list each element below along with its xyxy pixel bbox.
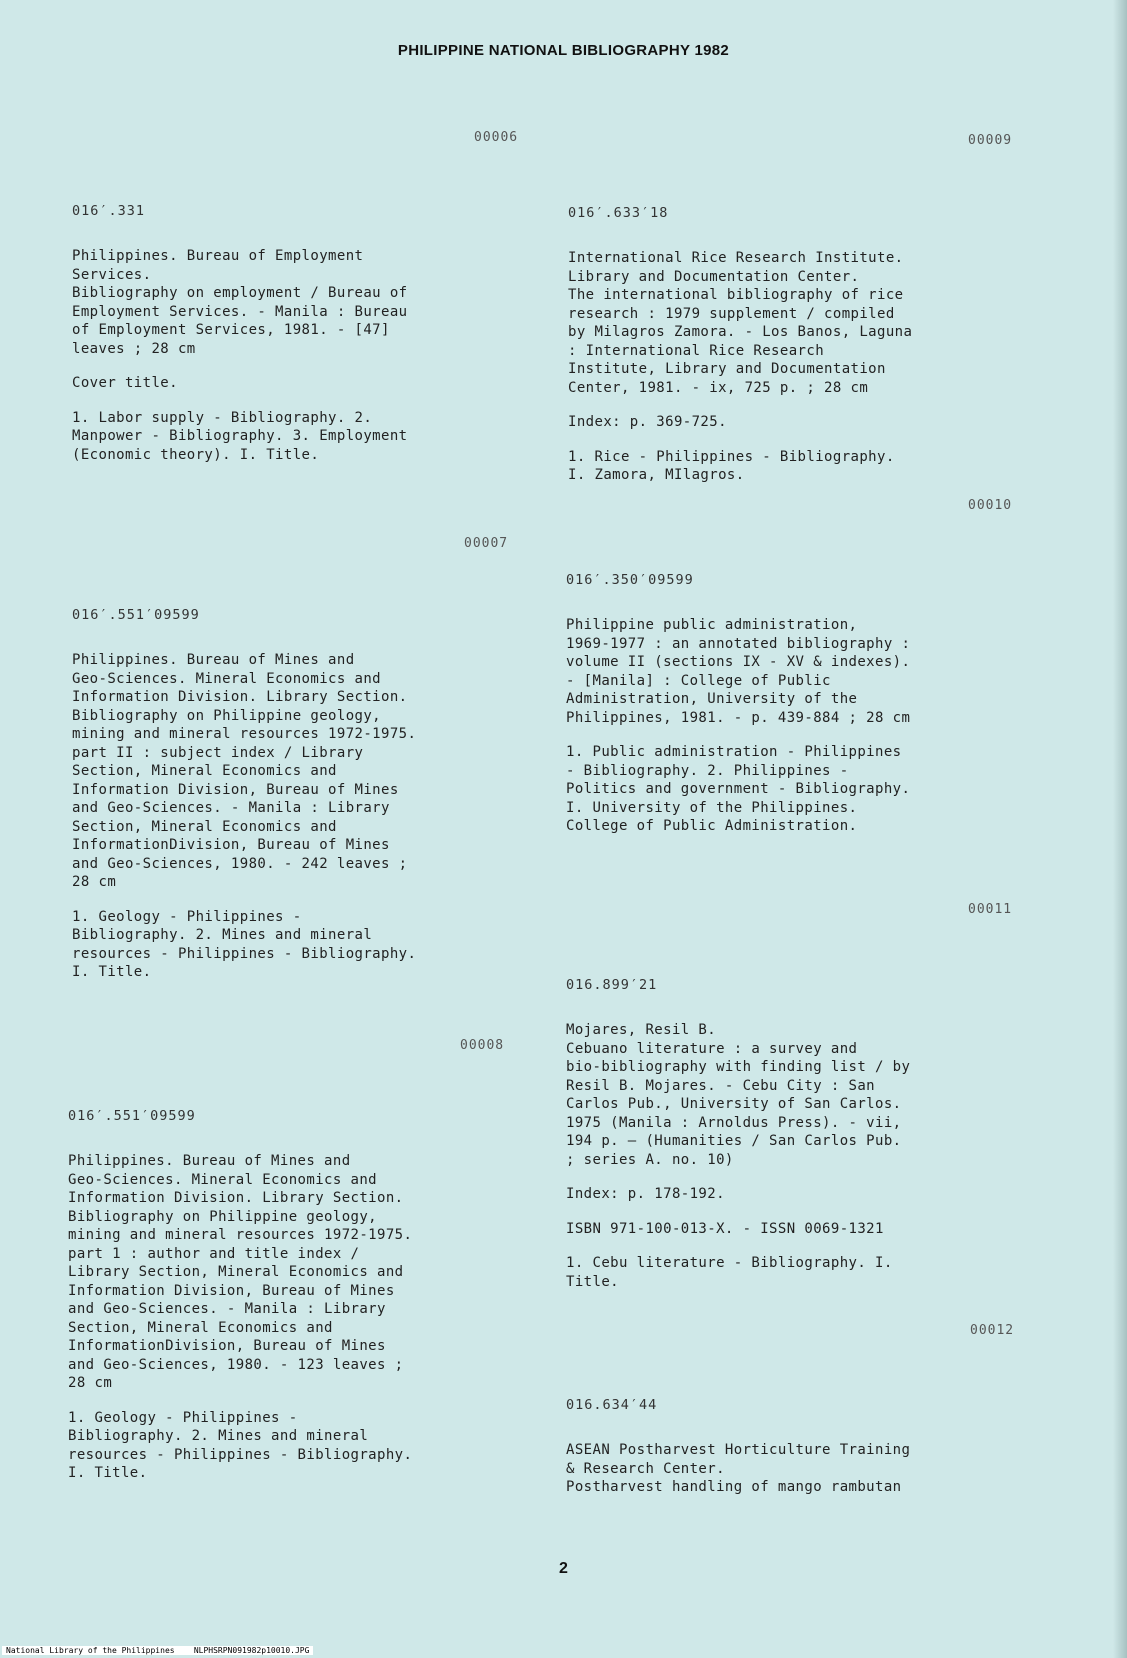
text-line: - [Manila] : College of Public	[566, 672, 831, 689]
text-line: Philippines, 1981. - p. 439-884 ; 28 cm	[566, 709, 911, 726]
text-line: Library Section, Mineral Economics and	[68, 1264, 404, 1280]
text-line: 1. Labor supply - Bibliography. 2.	[72, 409, 373, 426]
text-line: Information Division. Library Section.	[68, 1190, 404, 1206]
text-line: Cover title.	[72, 375, 178, 391]
entry-number: 00012	[970, 1323, 1015, 1338]
text-line: part II : subject index / Library	[72, 744, 364, 761]
entry-paragraph	[68, 1409, 523, 1483]
text-line: International Rice Research Institute.	[568, 250, 904, 266]
entry-number: 00007	[464, 536, 509, 551]
text-line: Library and Documentation Center.	[568, 268, 860, 285]
text-line: I. Title.	[72, 964, 152, 980]
text-line: Bibliography on Philippine geology,	[68, 1208, 378, 1225]
text-line: 28 cm	[72, 874, 117, 890]
text-line: resources - Philippines - Bibliography.	[68, 1446, 413, 1463]
text-line: Manpower - Bibliography. 3. Employment	[72, 428, 408, 444]
text-line: volume II (sections IX - XV & indexes).	[566, 654, 911, 670]
text-line: Geo-Sciences. Mineral Economics and	[72, 670, 382, 687]
text-line: ; series A. no. 10)	[566, 1151, 734, 1168]
page-edge-shadow	[1113, 0, 1127, 1658]
entry-paragraph	[566, 1220, 1021, 1239]
text-line: 1. Public administration - Philippines	[566, 744, 902, 760]
text-line: ISBN 971-100-013-X. - ISSN 0069-1321	[566, 1220, 884, 1237]
entry-paragraph	[566, 1254, 1021, 1291]
text-line: Section, Mineral Economics and	[72, 818, 337, 835]
text-line: Bibliography on Philippine geology,	[72, 707, 382, 724]
entry-paragraph	[568, 249, 1023, 397]
text-line: Employment Services. - Manila : Bureau	[72, 303, 408, 320]
text-line: Section, Mineral Economics and	[72, 763, 337, 779]
entry-paragraph	[72, 651, 527, 892]
text-line: Politics and government - Bibliography.	[566, 781, 911, 797]
text-line: The international bibliography of rice	[568, 287, 904, 303]
page-header: PHILIPPINE NATIONAL BIBLIOGRAPHY 1982	[397, 42, 730, 59]
text-line: bio-bibliography with finding list / by	[566, 1059, 911, 1075]
text-line: research : 1979 supplement / compiled	[568, 305, 895, 322]
text-line: InformationDivision, Bureau of Mines	[72, 837, 390, 853]
class-number: 016′.350′09599	[566, 572, 694, 588]
entry-00007	[72, 607, 527, 998]
text-line: Carlos Pub., University of San Carlos.	[566, 1096, 902, 1112]
entry-paragraph	[566, 1021, 1021, 1169]
footer-filename: NLPHSRPN091982p10010.JPG	[193, 1646, 310, 1655]
entry-paragraph	[566, 743, 1021, 836]
text-line: Philippines. Bureau of Mines and	[72, 652, 355, 668]
entry-paragraph	[566, 616, 1021, 727]
entry-number: 00008	[460, 1038, 505, 1053]
text-line: Philippines. Bureau of Mines and	[68, 1153, 351, 1169]
entry-00011	[566, 977, 1021, 1307]
entry-number: 00009	[968, 133, 1013, 148]
text-line: mining and mineral resources 1972-1975.	[68, 1227, 413, 1243]
entry-00006	[72, 203, 527, 480]
text-line: part 1 : author and title index /	[68, 1245, 360, 1262]
text-line: Index: p. 178-192.	[566, 1186, 725, 1202]
text-line: Section, Mineral Economics and	[68, 1319, 333, 1336]
text-line: 194 p. — (Humanities / San Carlos Pub.	[566, 1133, 902, 1149]
text-line: & Research Center.	[566, 1460, 725, 1477]
text-line: Title.	[566, 1273, 619, 1290]
entry-00010	[566, 572, 1021, 852]
text-line: Postharvest handling of mango rambutan	[566, 1479, 902, 1495]
page-number: 2	[559, 1560, 568, 1577]
text-line: (Economic theory). I. Title.	[72, 446, 320, 463]
text-line: I. Zamora, MIlagros.	[568, 467, 745, 483]
text-line: 1. Rice - Philippines - Bibliography.	[568, 448, 895, 465]
text-line: Resil B. Mojares. - Cebu City : San	[566, 1077, 876, 1094]
text-line: InformationDivision, Bureau of Mines	[68, 1338, 386, 1354]
text-line: Information Division, Bureau of Mines	[68, 1282, 395, 1299]
text-line: I. University of the Philippines.	[566, 799, 858, 816]
entry-paragraph	[566, 1185, 1021, 1204]
text-line: Bibliography. 2. Mines and mineral	[72, 927, 373, 943]
text-line: Philippine public administration,	[566, 617, 858, 633]
text-line: 1. Geology - Philippines -	[72, 908, 302, 925]
class-number: 016.899′21	[566, 977, 658, 993]
text-line: and Geo-Sciences. - Manila : Library	[68, 1301, 386, 1317]
text-line: mining and mineral resources 1972-1975.	[72, 726, 417, 742]
text-line: 1969-1977 : an annotated bibliography :	[566, 635, 911, 652]
entry-number: 00011	[968, 902, 1013, 917]
entry-paragraph	[568, 448, 1023, 485]
text-line: 1975 (Manila : Arnoldus Press). - vii,	[566, 1114, 902, 1131]
text-line: Cebuano literature : a survey and	[566, 1040, 858, 1057]
entry-paragraph	[566, 1441, 1021, 1497]
text-line: : International Rice Research	[568, 342, 825, 359]
text-line: resources - Philippines - Bibliography.	[72, 945, 417, 962]
text-line: Institute, Library and Documentation	[568, 361, 886, 377]
scan-footer	[2, 1646, 313, 1655]
footer-source: National Library of the Philippines	[6, 1646, 175, 1655]
text-line: Center, 1981. - ix, 725 p. ; 28 cm	[568, 379, 869, 396]
text-line: Philippines. Bureau of Employment	[72, 248, 364, 264]
text-line: Bibliography on employment / Bureau of	[72, 285, 408, 301]
entry-00008	[68, 1108, 523, 1499]
text-line: 28 cm	[68, 1375, 113, 1391]
entry-00009	[568, 205, 1023, 501]
text-line: and Geo-Sciences, 1980. - 123 leaves ;	[68, 1356, 404, 1373]
entry-00012	[566, 1397, 1021, 1513]
text-line: Services.	[72, 266, 152, 283]
class-number: 016′.633′18	[568, 205, 669, 221]
entry-number: 00006	[474, 130, 519, 145]
text-line: - Bibliography. 2. Philippines -	[566, 762, 849, 779]
entry-paragraph	[68, 1152, 523, 1393]
text-line: and Geo-Sciences, 1980. - 242 leaves ;	[72, 855, 408, 872]
text-line: Information Division, Bureau of Mines	[72, 781, 399, 798]
text-line: Bibliography. 2. Mines and mineral	[68, 1428, 369, 1444]
text-line: Information Division. Library Section.	[72, 689, 408, 705]
entry-number: 00010	[968, 498, 1013, 513]
text-line: Index: p. 369-725.	[568, 414, 727, 430]
text-line: I. Title.	[68, 1465, 148, 1481]
class-number: 016′.331	[72, 203, 146, 219]
class-number: 016′.551′09599	[68, 1108, 196, 1124]
text-line: 1. Geology - Philippines -	[68, 1409, 298, 1426]
text-line: 1. Cebu literature - Bibliography. I.	[566, 1255, 893, 1271]
text-line: leaves ; 28 cm	[72, 340, 196, 357]
class-number: 016.634′44	[566, 1397, 658, 1413]
text-line: Mojares, Resil B.	[566, 1022, 717, 1038]
text-line: of Employment Services, 1981. - [47]	[72, 322, 390, 338]
entry-paragraph	[72, 409, 527, 465]
text-line: and Geo-Sciences. - Manila : Library	[72, 800, 390, 816]
text-line: Geo-Sciences. Mineral Economics and	[68, 1171, 378, 1188]
entry-paragraph	[72, 374, 527, 393]
text-line: ASEAN Postharvest Horticulture Training	[566, 1442, 911, 1458]
class-number: 016′.551′09599	[72, 607, 200, 623]
entry-paragraph	[72, 247, 527, 358]
entry-paragraph	[72, 908, 527, 982]
text-line: College of Public Administration.	[566, 818, 858, 834]
text-line: Administration, University of the	[566, 691, 858, 707]
entry-paragraph	[568, 413, 1023, 432]
text-line: by Milagros Zamora. - Los Banos, Laguna	[568, 324, 913, 340]
